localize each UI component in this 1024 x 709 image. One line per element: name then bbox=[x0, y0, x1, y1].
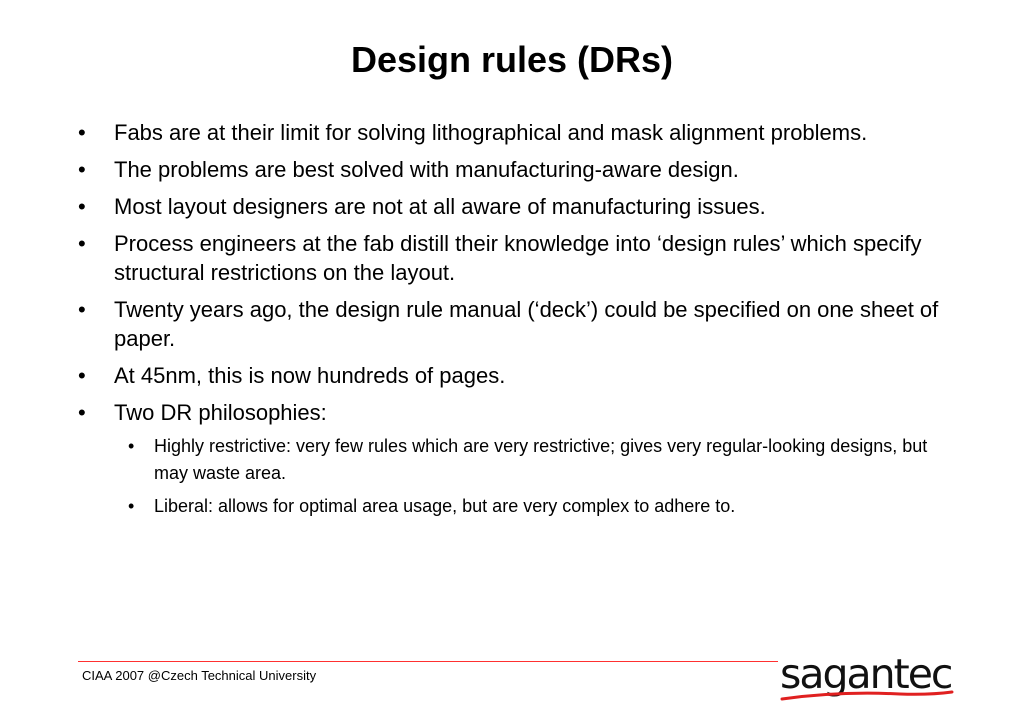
list-item bbox=[78, 295, 958, 353]
sub-list-item bbox=[128, 433, 958, 487]
bullet-text: At 45nm, this is now hundreds of pages. bbox=[114, 363, 506, 388]
bullet-text: Fabs are at their limit for solving lithographical and mask alignment problems. bbox=[114, 120, 868, 145]
slide-title: Design rules (DRs) bbox=[350, 39, 674, 80]
bullet-text: Two DR philosophies: bbox=[114, 400, 327, 425]
bullet-text: The problems are best solved with manufacturing-aware design. bbox=[114, 157, 739, 182]
footer-divider bbox=[78, 661, 778, 662]
sub-bullet-marker: • bbox=[128, 436, 135, 456]
sagantec-logo bbox=[780, 650, 960, 702]
bullet-marker: • bbox=[78, 157, 86, 182]
bullet-marker: • bbox=[78, 231, 86, 256]
logo-wordmark: sagantec bbox=[780, 650, 952, 698]
bullet-marker: • bbox=[78, 120, 86, 145]
list-item bbox=[78, 155, 958, 184]
list-item bbox=[78, 229, 958, 287]
sub-bullet-text: Highly restrictive: very few rules which are very restrictive; gives very regular-looking designs, but may waste area. bbox=[154, 436, 928, 483]
bullet-marker: • bbox=[78, 297, 86, 322]
footer-text: CIAA 2007 @Czech Technical University bbox=[82, 668, 317, 683]
bullet-marker: • bbox=[78, 363, 86, 388]
bullet-text: Most layout designers are not at all aware of manufacturing issues. bbox=[114, 194, 766, 219]
list-item bbox=[78, 361, 958, 390]
bullet-marker: • bbox=[78, 194, 86, 219]
bullet-text: Twenty years ago, the design rule manual (‘deck’) could be specified on one sheet of paper. bbox=[114, 297, 939, 351]
bullet-text: Process engineers at the fab distill their knowledge into ‘design rules’ which specify structural restrictions on the layout. bbox=[114, 231, 922, 285]
logo-swoosh-icon bbox=[780, 690, 956, 702]
sub-bullet-marker: • bbox=[128, 496, 135, 516]
list-item bbox=[78, 192, 958, 221]
bullet-list bbox=[78, 118, 958, 528]
sub-bullet-text: Liberal: allows for optimal area usage, but are very complex to adhere to. bbox=[154, 496, 736, 516]
sub-bullet-list bbox=[114, 433, 958, 520]
list-item bbox=[78, 118, 958, 147]
sub-list-item bbox=[128, 493, 958, 520]
list-item bbox=[78, 398, 958, 520]
bullet-marker: • bbox=[78, 400, 86, 425]
